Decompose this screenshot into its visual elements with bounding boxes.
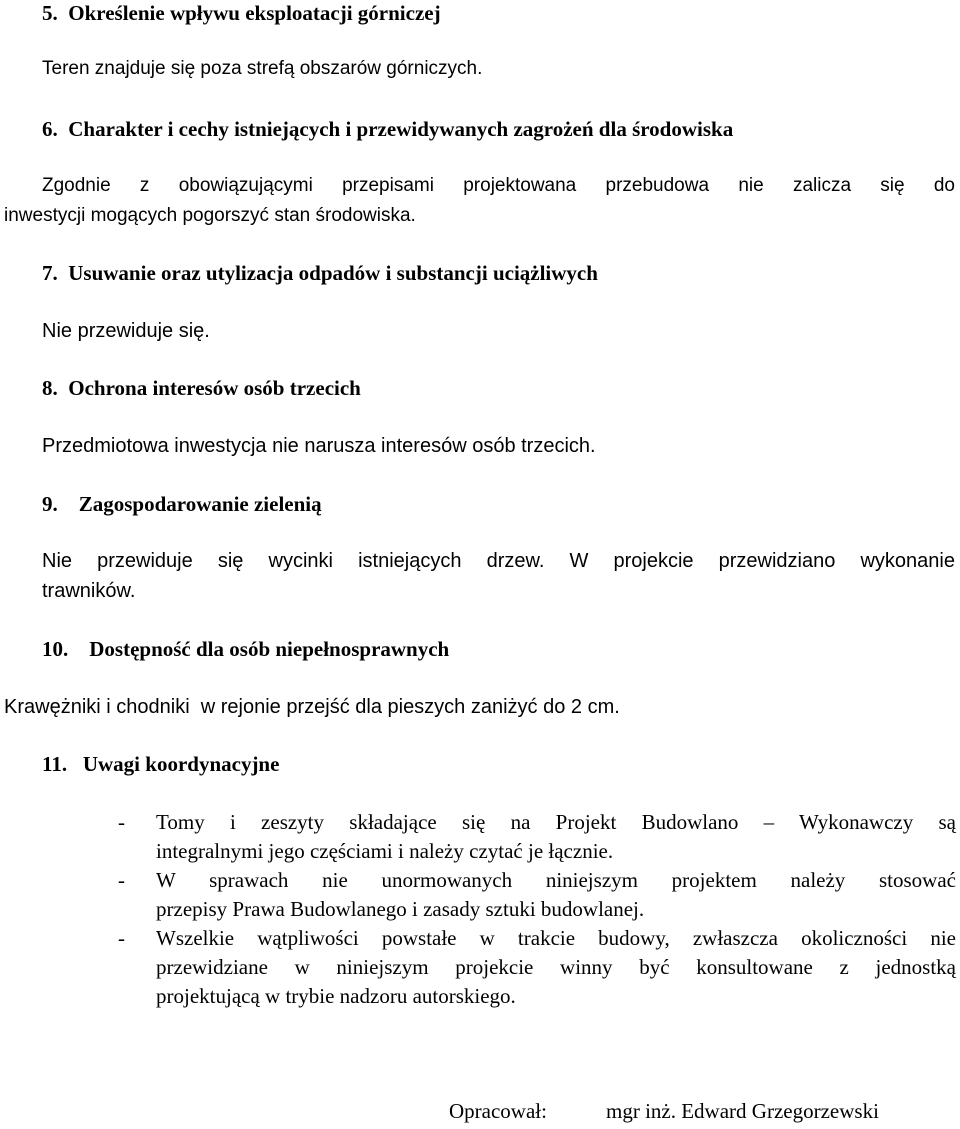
section-10-body: Krawężniki i chodniki w rejonie przejść dla pieszych zaniżyć do 2 cm.: [4, 696, 620, 718]
section-6-heading: [42, 116, 733, 142]
section-title: Zagospodarowanie zielenią: [78, 492, 322, 516]
remark-3: [156, 924, 956, 1011]
remark-2-dash: -: [118, 868, 125, 892]
section-7-body: Nie przewiduje się.: [42, 320, 210, 342]
section-number: 5.: [42, 1, 58, 25]
remark-line: projektującą w trybie nadzoru autorskiego.: [156, 984, 516, 1008]
section-8-heading: [42, 375, 361, 401]
remark-line: przewidziane w niniejszym projekcie winny być konsultowane z jednostką: [156, 955, 956, 979]
section-5-heading: [42, 0, 441, 26]
remark-1-dash: -: [118, 810, 125, 834]
section-7-heading: [42, 260, 598, 286]
section-number: 7.: [42, 261, 58, 285]
section-6-body-line-1: Zgodnie z obowiązującymi przepisami projektowana przebudowa nie zalicza się do: [42, 175, 955, 196]
section-9-heading: [42, 491, 322, 517]
section-title: Ochrona interesów osób trzecich: [68, 376, 361, 400]
section-6-body-line-2: inwestycji mogących pogorszyć stan środowiska.: [4, 205, 416, 226]
remark-line: integralnymi jego częściami i należy czytać je łącznie.: [156, 839, 614, 863]
section-number: 11.: [42, 752, 68, 776]
section-title: Uwagi koordynacyjne: [82, 752, 280, 776]
section-number: 9.: [42, 492, 58, 516]
section-11-heading: [42, 751, 279, 777]
section-8-body: Przedmiotowa inwestycja nie narusza interesów osób trzecich.: [42, 435, 596, 457]
remark-line: Wszelkie wątpliwości powstałe w trakcie budowy, zwłaszcza okoliczności nie: [156, 926, 956, 950]
section-title: Określenie wpływu eksploatacji górniczej: [68, 1, 441, 25]
remark-line: W sprawach nie unormowanych niniejszym projektem należy stosować: [156, 868, 956, 892]
signature-name: mgr inż. Edward Grzegorzewski: [606, 1099, 879, 1123]
section-9-body-line-1: Nie przewiduje się wycinki istniejących drzew. W projekcie przewidziano wykonanie: [42, 550, 955, 572]
section-title: Charakter i cechy istniejących i przewidywanych zagrożeń dla środowiska: [68, 117, 734, 141]
section-title: Dostępność dla osób niepełnosprawnych: [89, 637, 450, 661]
remark-line: Tomy i zeszyty składające się na Projekt Budowlano – Wykonawczy są: [156, 810, 956, 834]
section-number: 10.: [42, 637, 69, 661]
remark-line: przepisy Prawa Budowlanego i zasady sztuki budowlanej.: [156, 897, 645, 921]
section-10-heading: [42, 636, 449, 662]
remark-3-dash: -: [118, 926, 125, 950]
signature-label: Opracował:: [449, 1099, 547, 1123]
section-number: 8.: [42, 376, 58, 400]
section-5-body: Teren znajduje się poza strefą obszarów górniczych.: [42, 58, 483, 79]
section-title: Usuwanie oraz utylizacja odpadów i substancji uciążliwych: [68, 261, 598, 285]
remark-1: [156, 808, 956, 866]
section-number: 6.: [42, 117, 58, 141]
section-9-body-line-2: trawników.: [42, 580, 136, 602]
remark-2: [156, 866, 956, 924]
